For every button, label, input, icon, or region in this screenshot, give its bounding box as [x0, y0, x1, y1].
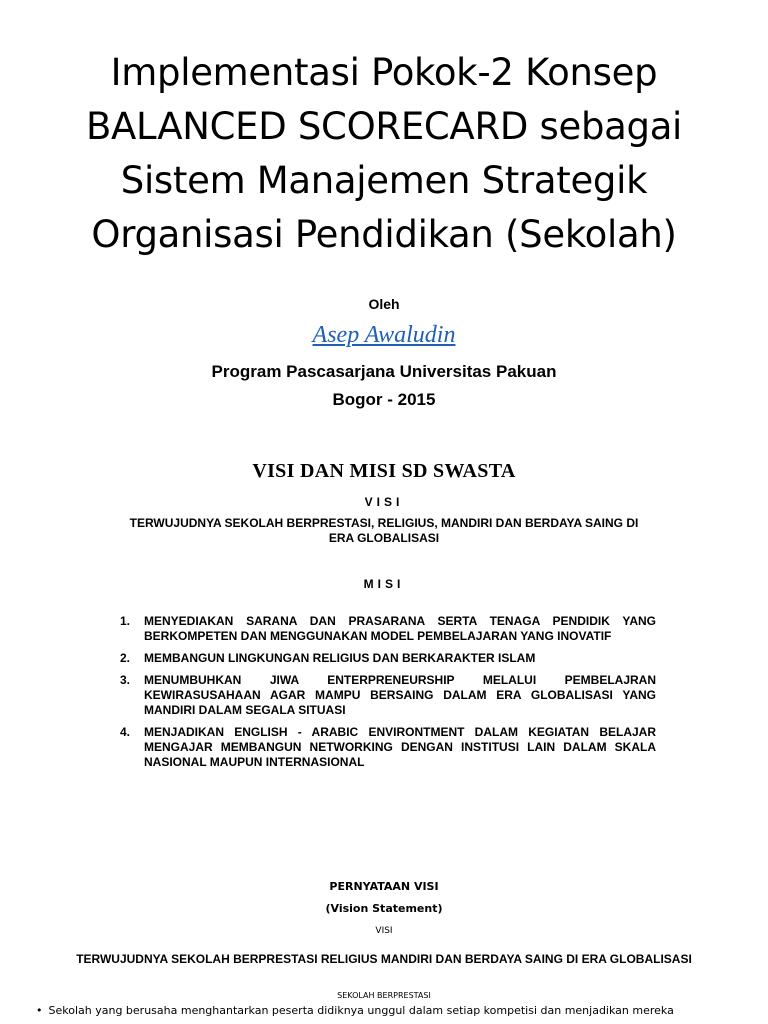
pernyataan-visi-title: PERNYATAAN VISI [329, 880, 439, 893]
title-line: Sistem Manajemen Strategik [120, 159, 648, 202]
vision-statement-text: TERWUJUDNYA SEKOLAH BERPRESTASI RELIGIUS MANDIRI DAN BERDAYA SAING DI ERA GLOBALISASI [76, 952, 692, 966]
misi-list [120, 614, 656, 777]
oleh-label: Oleh [368, 296, 400, 312]
misi-text: MENUMBUHKAN JIWA ENTERPRENEURSHIP MELALUI PEMBELAJRAN KEWIRASUSAHAAN AGAR MAMPU BERSAING DALAM ERA GLOBALISASI YANG MANDIRI DALAM SEGALA SITUASI [144, 673, 656, 717]
bullet-icon: • [36, 1004, 43, 1017]
program-name: Program Pascasarjana Universitas Pakuan [211, 362, 557, 381]
misi-label: MISI [363, 577, 405, 591]
visi-text: TERWUJUDNYA SEKOLAH BERPRESTASI, RELIGIUS, MANDIRI DAN BERDAYA SAING DI ERA GLOBALISASI [129, 516, 639, 545]
sekolah-berprestasi-heading: SEKOLAH BERPRESTASI [337, 991, 431, 1000]
place-year: Bogor - 2015 [332, 390, 436, 409]
misi-item [120, 614, 656, 644]
misi-number: 4. [120, 725, 131, 739]
misi-number: 2. [120, 651, 131, 665]
misi-number: 1. [120, 614, 131, 628]
misi-item [120, 725, 656, 770]
title-line: BALANCED SCORECARD sebagai [85, 105, 683, 148]
misi-text: MENJADIKAN ENGLISH - ARABIC ENVIRONTMENT DALAM KEGIATAN BELAJAR MENGAJAR MEMBANGUN NETWORKING DENGAN INSTITUSI LAIN DALAM SKALA NASIONAL MAUPUN INTERNASIONAL [144, 725, 656, 769]
title-line: Implementasi Pokok-2 Konsep [110, 51, 658, 94]
pernyataan-visi-label: VISI [375, 926, 393, 936]
bullet-text: Sekolah yang berusaha menghantarkan peserta didiknya unggul dalam setiap kompetisi dan menjadikan mereka [48, 1004, 674, 1017]
author-name: Asep Awaludin [312, 322, 456, 348]
misi-number: 3. [120, 673, 131, 687]
misi-text: MENYEDIAKAN SARANA DAN PRASARANA SERTA TENAGA PENDIDIK YANG BERKOMPETEN DAN MENGGUNAKAN MODEL PEMBELAJARAN YANG INOVATIF [144, 614, 656, 643]
title-line: Organisasi Pendidikan (Sekolah) [91, 213, 677, 256]
misi-item [120, 673, 656, 718]
misi-item [120, 651, 656, 666]
visi-label: VISI [364, 495, 404, 509]
bullet-item [36, 1004, 736, 1017]
visi-misi-heading: VISI DAN MISI SD SWASTA [252, 460, 516, 482]
misi-text: MEMBANGUN LINGKUNGAN RELIGIUS DAN BERKARAKTER ISLAM [144, 651, 536, 665]
document-title [0, 46, 768, 262]
vision-statement-subtitle: (Vision Statement) [325, 902, 443, 915]
